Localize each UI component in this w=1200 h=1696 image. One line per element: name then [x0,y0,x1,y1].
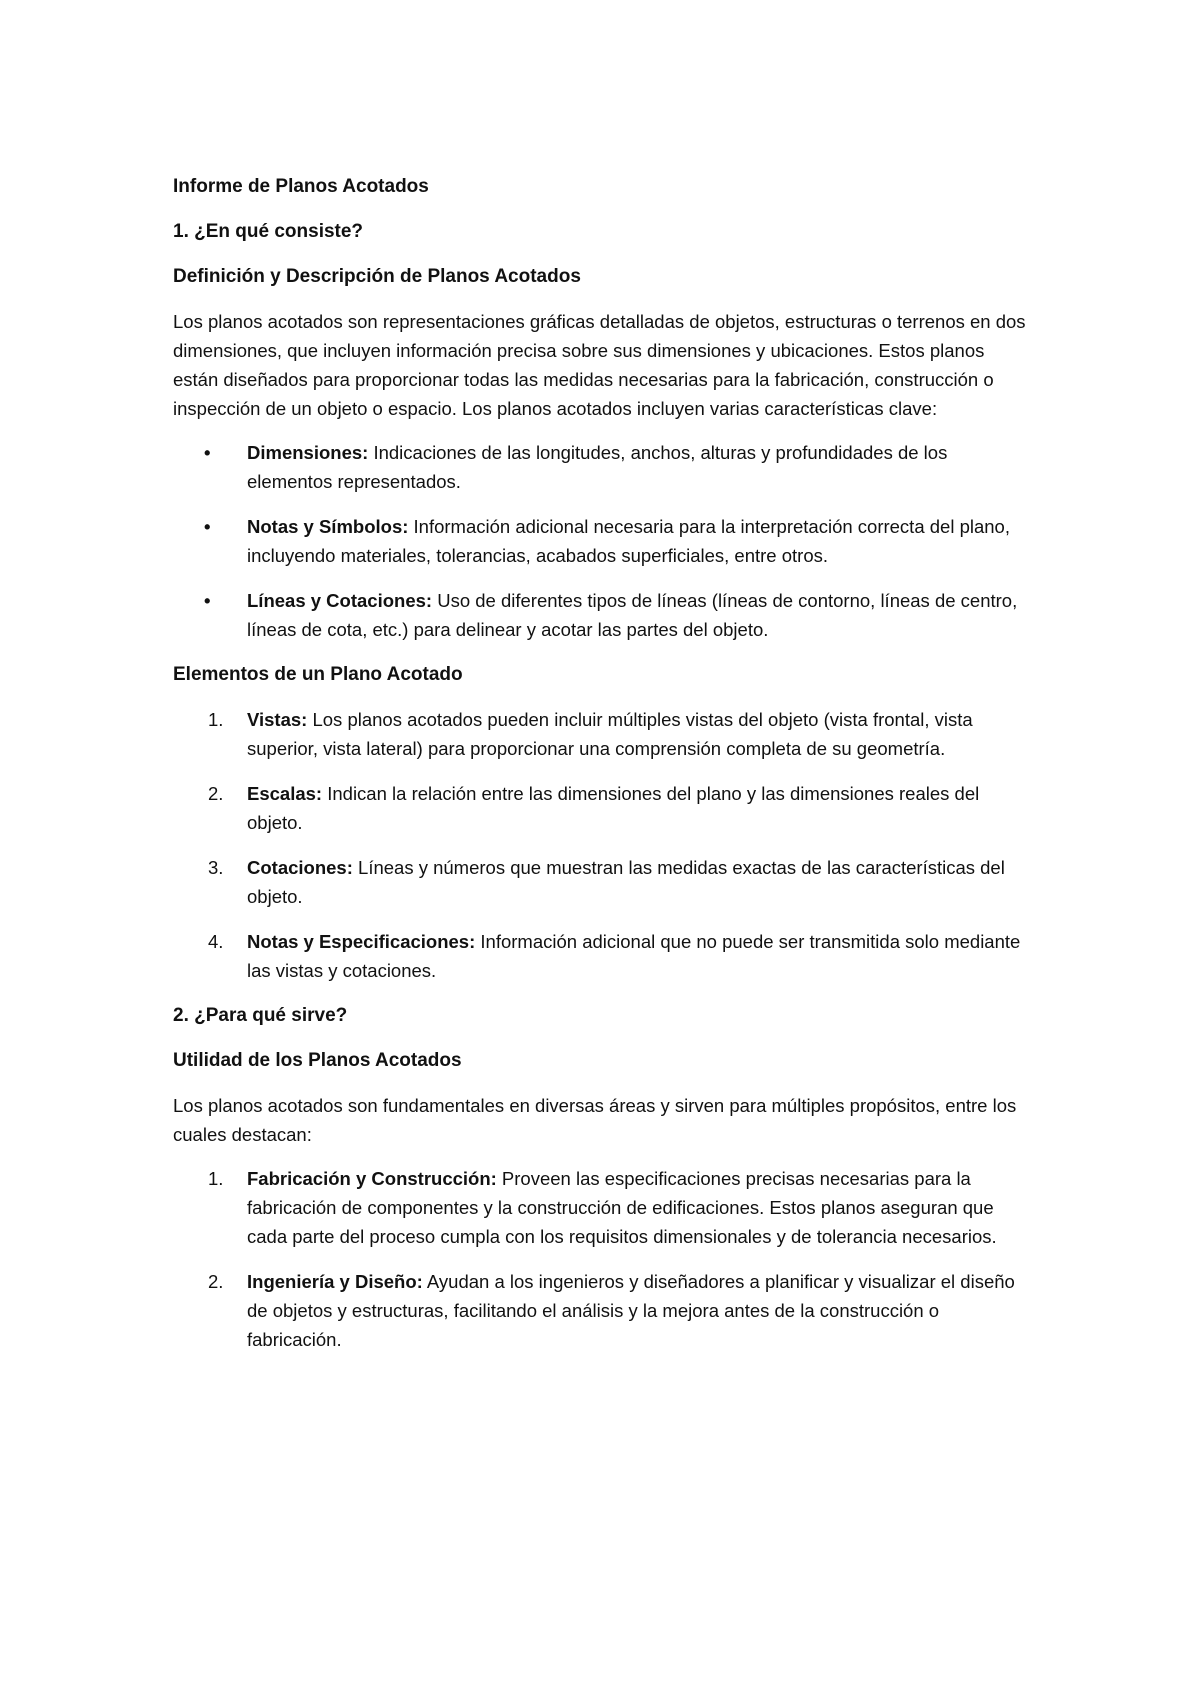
bullet-icon: • [204,442,211,463]
list-item-number: 2. [208,783,224,804]
list-item-text: Información adicional necesaria para la interpretación correcta del plano, incluyendo materiales, tolerancias, acabados superficiales, entre otros. [247,516,1010,566]
utility-paragraph: Los planos acotados son fundamentales en diversas áreas y sirven para múltiples propósitos, entre los cuales destacan: [173,1095,1017,1145]
list-item-number: 1. [208,709,224,730]
list-item [173,1164,1033,1251]
list-item-term: Dimensiones: [247,442,369,463]
list-item-term: Notas y Especificaciones: [247,931,476,952]
list-item-text: Indicaciones de las longitudes, anchos, alturas y profundidades de los elementos representados. [247,442,948,492]
bullet-icon: • [204,516,211,537]
list-item-number: 2. [208,1271,224,1292]
list-item-number: 4. [208,931,224,952]
list-item [173,927,1033,985]
list-item-text: Ayudan a los ingenieros y diseñadores a planificar y visualizar el diseño de objetos y estructuras, facilitando el análisis y la mejora antes de la construcción o fabricación. [247,1271,1015,1350]
list-item-term: Vistas: [247,709,308,730]
definition-subheading: Definición y Descripción de Planos Acotados [173,266,581,287]
utility-subheading: Utilidad de los Planos Acotados [173,1050,462,1071]
document-body [173,172,1033,1370]
list-item-term: Cotaciones: [247,857,353,878]
features-bullet-list [173,438,1033,644]
list-item [173,853,1033,911]
list-item [173,512,1033,570]
list-item-text: Información adicional que no puede ser transmitida solo mediante las vistas y cotaciones. [247,931,1021,981]
list-item-text: Los planos acotados pueden incluir múltiples vistas del objeto (vista frontal, vista superior, vista lateral) para proporcionar una comprensión completa de su geometría. [247,709,973,759]
list-item-term: Ingeniería y Diseño: [247,1271,423,1292]
list-item-number: 1. [208,1168,224,1189]
section-2-heading: 2. ¿Para qué sirve? [173,1005,348,1026]
list-item-term: Fabricación y Construcción: [247,1168,497,1189]
list-item-text: Indican la relación entre las dimensiones del plano y las dimensiones reales del objeto. [247,783,980,833]
elements-subheading: Elementos de un Plano Acotado [173,664,463,685]
list-item [173,1267,1033,1354]
list-item-term: Notas y Símbolos: [247,516,409,537]
bullet-icon: • [204,590,211,611]
list-item [173,586,1033,644]
list-item-text: Líneas y números que muestran las medidas exactas de las características del objeto. [247,857,1005,907]
list-item-number: 3. [208,857,224,878]
section-1-heading: 1. ¿En qué consiste? [173,221,364,242]
elements-numbered-list [173,705,1033,985]
list-item [173,705,1033,763]
list-item-text: Uso de diferentes tipos de líneas (líneas de contorno, líneas de centro, líneas de cota, etc.) para delinear y acotar las partes del objeto. [247,590,1018,640]
list-item [173,438,1033,496]
uses-numbered-list [173,1164,1033,1354]
document-title: Informe de Planos Acotados [173,176,429,197]
list-item-term: Líneas y Cotaciones: [247,590,433,611]
list-item [173,779,1033,837]
list-item-term: Escalas: [247,783,323,804]
list-item-text: Proveen las especificaciones precisas necesarias para la fabricación de componentes y la construcción de edificaciones. Estos planos aseguran que cada parte del proceso cumpla con los requisitos dimensionales y de tolerancia necesarios. [247,1168,997,1247]
definition-paragraph: Los planos acotados son representaciones gráficas detalladas de objetos, estructuras o terrenos en dos dimensiones, que incluyen información precisa sobre sus dimensiones y ubicaciones. Estos planos están diseñados para proporcionar todas las medidas necesarias para la fabricación, construcción o inspección de un objeto o espacio. Los planos acotados incluyen varias características clave: [173,311,1026,419]
